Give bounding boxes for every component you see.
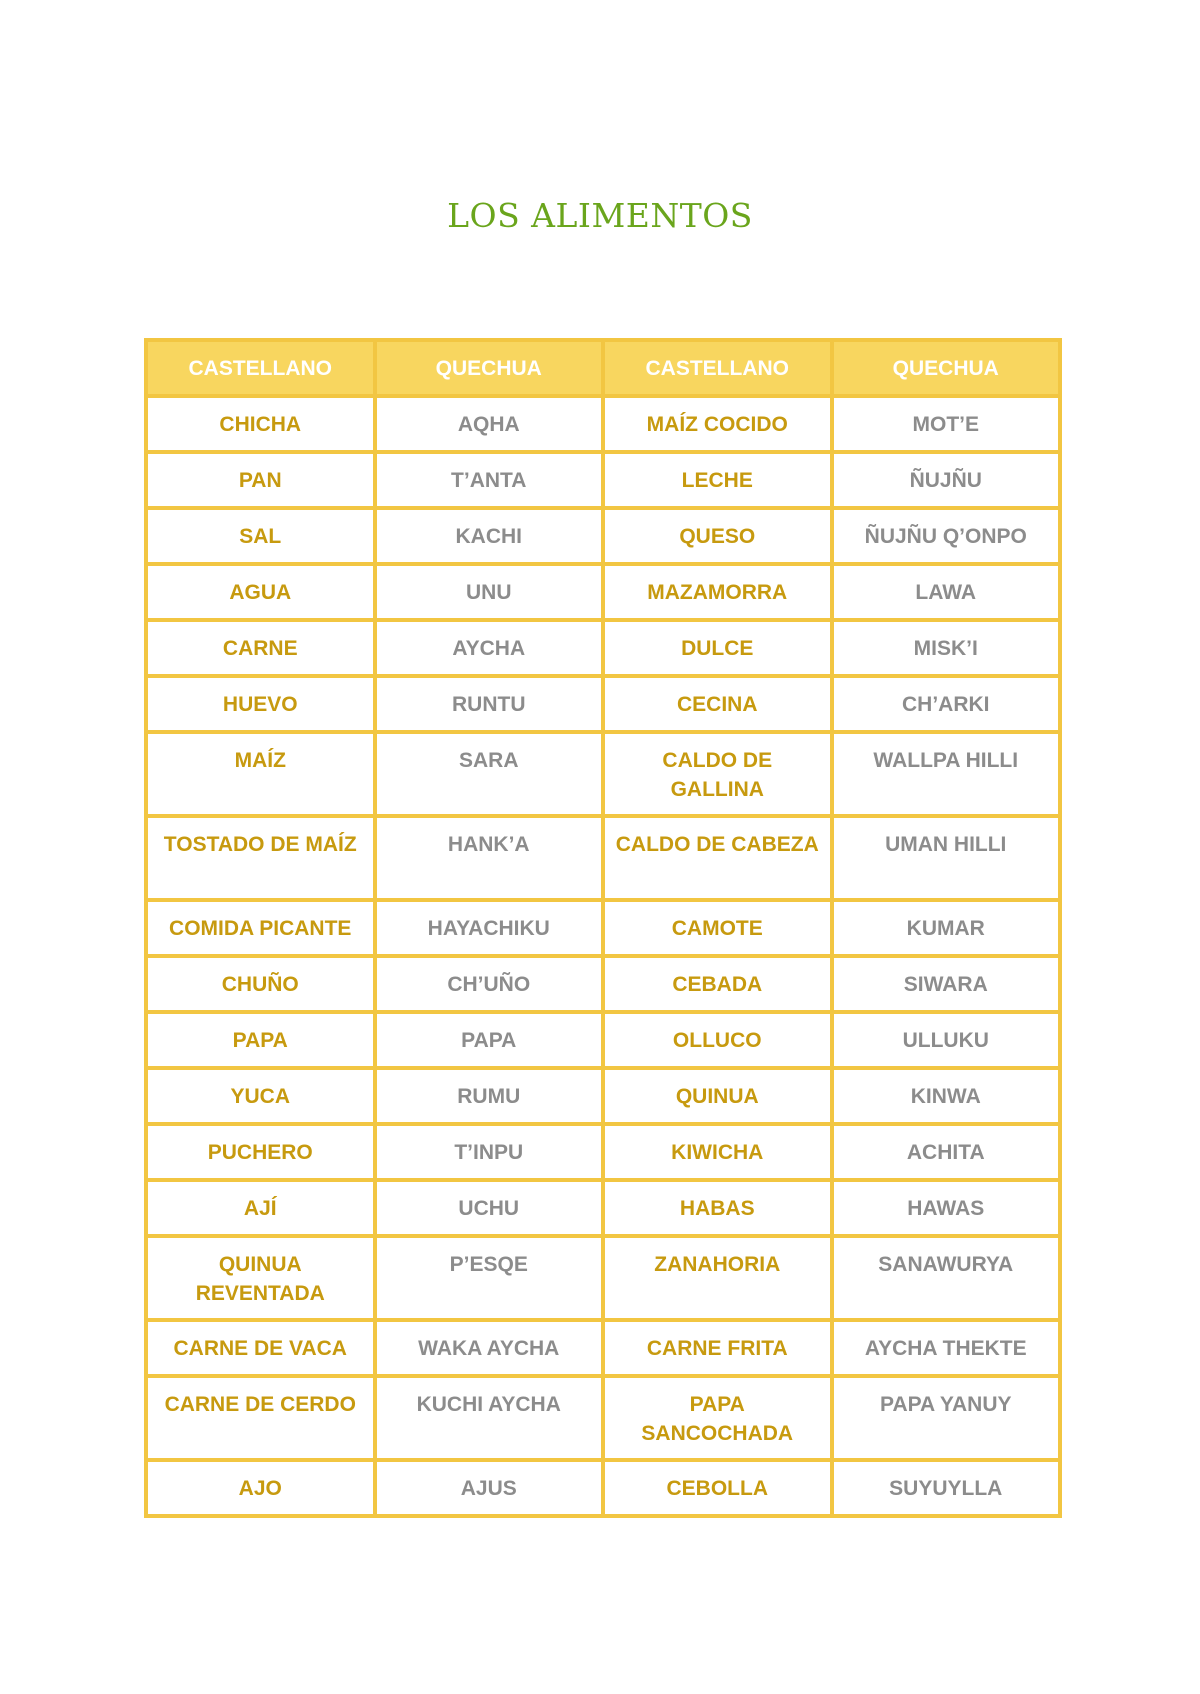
castellano-cell: AJO — [146, 1460, 375, 1516]
castellano-cell: CEBOLLA — [603, 1460, 832, 1516]
quechua-cell: T’INPU — [375, 1124, 604, 1180]
castellano-cell: SAL — [146, 508, 375, 564]
castellano-cell: MAÍZ — [146, 732, 375, 816]
castellano-cell: CARNE — [146, 620, 375, 676]
castellano-cell: CARNE DE CERDO — [146, 1376, 375, 1460]
quechua-cell: CH’ARKI — [832, 676, 1061, 732]
castellano-cell: TOSTADO DE MAÍZ — [146, 816, 375, 900]
quechua-cell: AQHA — [375, 396, 604, 452]
castellano-cell: MAZAMORRA — [603, 564, 832, 620]
quechua-cell: PAPA YANUY — [832, 1376, 1061, 1460]
quechua-cell: LAWA — [832, 564, 1061, 620]
quechua-cell: SARA — [375, 732, 604, 816]
quechua-cell: SANAWURYA — [832, 1236, 1061, 1320]
castellano-cell: QUINUA REVENTADA — [146, 1236, 375, 1320]
castellano-cell: PAPA — [146, 1012, 375, 1068]
page-title: LOS ALIMENTOS — [447, 196, 753, 235]
table-row — [146, 564, 1060, 620]
castellano-cell: OLLUCO — [603, 1012, 832, 1068]
table-row — [146, 732, 1060, 816]
vocabulary-table — [144, 338, 1062, 1518]
quechua-cell: WALLPA HILLI — [832, 732, 1061, 816]
castellano-cell: CHICHA — [146, 396, 375, 452]
quechua-cell: HANK’A — [375, 816, 604, 900]
table-row — [146, 620, 1060, 676]
quechua-cell: MISK’I — [832, 620, 1061, 676]
table-row — [146, 1124, 1060, 1180]
table-row — [146, 1460, 1060, 1516]
quechua-cell: KUMAR — [832, 900, 1061, 956]
quechua-cell: AJUS — [375, 1460, 604, 1516]
table-row — [146, 956, 1060, 1012]
quechua-cell: SUYUYLLA — [832, 1460, 1061, 1516]
quechua-cell: HAYACHIKU — [375, 900, 604, 956]
quechua-cell: KINWA — [832, 1068, 1061, 1124]
quechua-cell: UMAN HILLI — [832, 816, 1061, 900]
castellano-cell: CEBADA — [603, 956, 832, 1012]
header-quechua: QUECHUA — [375, 340, 604, 396]
quechua-cell: ÑUJÑU — [832, 452, 1061, 508]
quechua-cell: ACHITA — [832, 1124, 1061, 1180]
header-row — [146, 340, 1060, 396]
quechua-cell: KACHI — [375, 508, 604, 564]
quechua-cell: ÑUJÑU Q’ONPO — [832, 508, 1061, 564]
table-row — [146, 396, 1060, 452]
castellano-cell: HUEVO — [146, 676, 375, 732]
quechua-cell: AYCHA — [375, 620, 604, 676]
castellano-cell: CAMOTE — [603, 900, 832, 956]
header-castellano: CASTELLANO — [603, 340, 832, 396]
castellano-cell: PAPA SANCOCHADA — [603, 1376, 832, 1460]
castellano-cell: ZANAHORIA — [603, 1236, 832, 1320]
quechua-cell: PAPA — [375, 1012, 604, 1068]
castellano-cell: CARNE DE VACA — [146, 1320, 375, 1376]
castellano-cell: AJÍ — [146, 1180, 375, 1236]
table-row — [146, 1376, 1060, 1460]
quechua-cell: AYCHA THEKTE — [832, 1320, 1061, 1376]
table-row — [146, 676, 1060, 732]
table-row — [146, 1180, 1060, 1236]
quechua-cell: RUMU — [375, 1068, 604, 1124]
castellano-cell: HABAS — [603, 1180, 832, 1236]
quechua-cell: UNU — [375, 564, 604, 620]
table-row — [146, 1012, 1060, 1068]
castellano-cell: AGUA — [146, 564, 375, 620]
quechua-cell: MOT’E — [832, 396, 1061, 452]
table-row — [146, 900, 1060, 956]
table-row — [146, 508, 1060, 564]
quechua-cell: T’ANTA — [375, 452, 604, 508]
castellano-cell: MAÍZ COCIDO — [603, 396, 832, 452]
quechua-cell: CH’UÑO — [375, 956, 604, 1012]
quechua-cell: ULLUKU — [832, 1012, 1061, 1068]
table-body — [146, 396, 1060, 1516]
table-row — [146, 1068, 1060, 1124]
castellano-cell: CHUÑO — [146, 956, 375, 1012]
castellano-cell: DULCE — [603, 620, 832, 676]
header-quechua: QUECHUA — [832, 340, 1061, 396]
table-row — [146, 816, 1060, 900]
table-row — [146, 452, 1060, 508]
castellano-cell: COMIDA PICANTE — [146, 900, 375, 956]
quechua-cell: WAKA AYCHA — [375, 1320, 604, 1376]
quechua-cell: RUNTU — [375, 676, 604, 732]
castellano-cell: CARNE FRITA — [603, 1320, 832, 1376]
quechua-cell: UCHU — [375, 1180, 604, 1236]
quechua-cell: SIWARA — [832, 956, 1061, 1012]
castellano-cell: CALDO DE CABEZA — [603, 816, 832, 900]
table-row — [146, 1236, 1060, 1320]
castellano-cell: YUCA — [146, 1068, 375, 1124]
quechua-cell: P’ESQE — [375, 1236, 604, 1320]
castellano-cell: CALDO DE GALLINA — [603, 732, 832, 816]
castellano-cell: LECHE — [603, 452, 832, 508]
castellano-cell: CECINA — [603, 676, 832, 732]
castellano-cell: QUINUA — [603, 1068, 832, 1124]
castellano-cell: QUESO — [603, 508, 832, 564]
castellano-cell: PUCHERO — [146, 1124, 375, 1180]
quechua-cell: HAWAS — [832, 1180, 1061, 1236]
table-row — [146, 1320, 1060, 1376]
quechua-cell: KUCHI AYCHA — [375, 1376, 604, 1460]
castellano-cell: KIWICHA — [603, 1124, 832, 1180]
castellano-cell: PAN — [146, 452, 375, 508]
header-castellano: CASTELLANO — [146, 340, 375, 396]
